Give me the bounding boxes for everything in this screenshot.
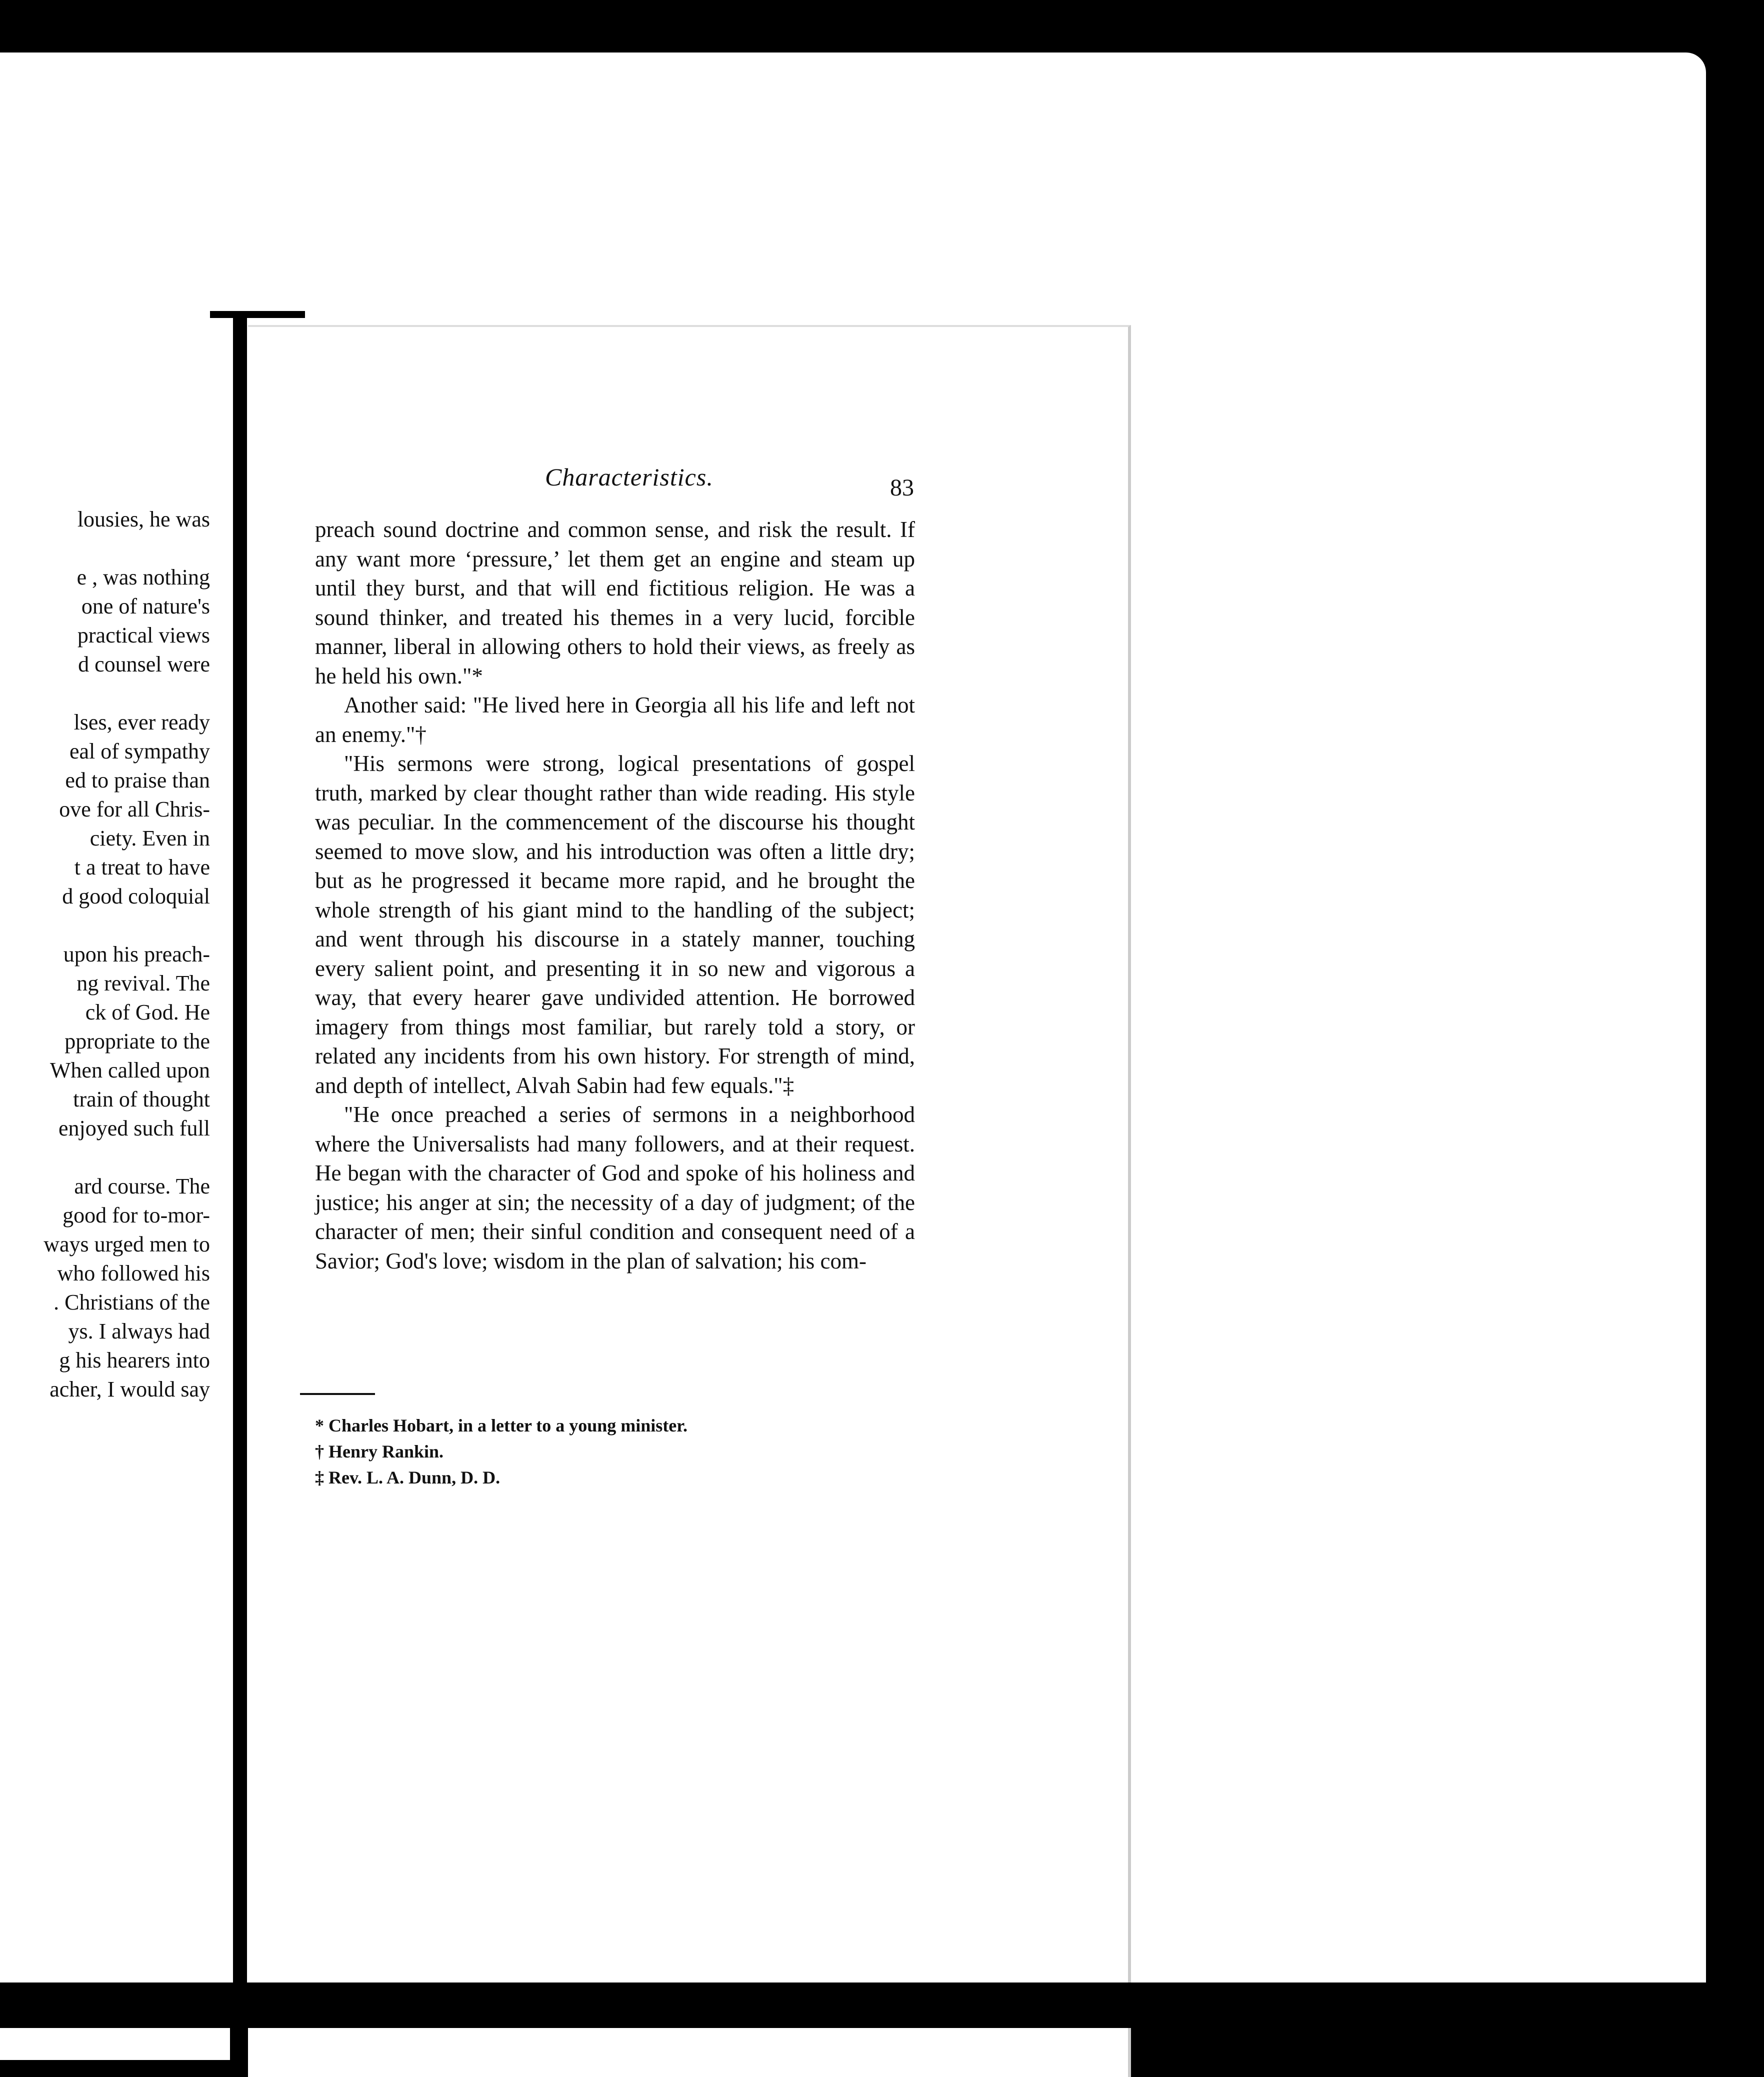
facing-line: lses, ever ready xyxy=(74,710,210,734)
scan-edge-bottom xyxy=(0,1982,1764,2028)
facing-line: practical views xyxy=(77,623,210,648)
facing-line: t a treat to have xyxy=(74,855,210,880)
facing-line: enjoyed such full xyxy=(58,1116,210,1140)
paragraph-continuation: preach sound doctrine and common sense, and risk the result. If any want more ‘pressure,’ let them get an engine and steam up until they burst, and that will end fictitious religion. He was a sound thinker, and treated his themes in a very lucid, forcible manner, liberal in allowing others to hold their views, as freely as he held his own."* xyxy=(315,517,915,688)
facing-line: good for to-mor- xyxy=(62,1203,210,1228)
paragraph: "He once preached a series of sermons in a neighborhood where the Universalists had many followers, and at their request. He began with the character of God and spoke of his holiness and justice; his anger at sin; the necessity of a day of judgment; of the character of men; their sinful condition and consequent need of a Savior; God's love; wisdom in the plan of salvation; his com- xyxy=(315,1102,915,1274)
facing-line xyxy=(0,534,210,563)
page-number: 83 xyxy=(890,474,914,501)
facing-line: . Christians of the xyxy=(54,1290,210,1314)
footnote: ‡ Rev. L. A. Dunn, D. D. xyxy=(315,1468,500,1488)
footnote: * Charles Hobart, in a letter to a young minister. xyxy=(315,1416,688,1436)
facing-line xyxy=(0,679,210,708)
facing-line: d good coloquial xyxy=(62,884,210,908)
running-head: Characteristics. xyxy=(545,463,714,491)
paragraph: "His sermons were strong, logical presentations of gospel truth, marked by clear thought rather than wide reading. His style was peculiar. In the commencement of the discourse his thought seemed to move slow, and his introduction was often a little dry; but as he progressed it became more rapid, and he brought the whole strength of his giant mind to the handling of the subject; and went through his discourse in a stately manner, touching every salient point, and presenting it in so new and vigorous a way, that every hearer gave undivided attention. He borrowed imagery from things most familiar, but rarely told a story, or related any incidents from his own history. For strength of mind, and depth of intellect, Alvah Sabin had few equals."‡ xyxy=(315,751,915,1098)
facing-line: ed to praise than xyxy=(65,768,210,792)
facing-line xyxy=(0,911,210,940)
facing-line: acher, I would say xyxy=(50,1377,210,1402)
facing-line: ng revival. The xyxy=(76,971,210,996)
facing-line: one of nature's xyxy=(81,594,210,618)
facing-line: When called upon xyxy=(50,1058,210,1082)
facing-line: ways urged men to xyxy=(44,1232,210,1256)
facing-line: ck of God. He xyxy=(85,1000,210,1024)
facing-line: train of thought xyxy=(73,1087,210,1112)
facing-line: upon his preach- xyxy=(63,942,210,966)
facing-line: ys. I always had xyxy=(68,1319,210,1344)
facing-line: eal of sympathy xyxy=(69,739,210,764)
footnote: † Henry Rankin. xyxy=(315,1442,444,1462)
book-gutter xyxy=(233,315,247,2055)
facing-page-left xyxy=(0,320,230,2060)
facing-line: ciety. Even in xyxy=(90,826,210,850)
facing-page-text xyxy=(0,505,210,1404)
body-text xyxy=(315,515,915,1276)
facing-line: ppropriate to the xyxy=(64,1029,210,1054)
footnotes xyxy=(315,1412,915,1490)
facing-line: ove for all Chris- xyxy=(59,797,210,822)
gutter-top-bar xyxy=(210,311,305,318)
facing-line xyxy=(0,1143,210,1172)
scan-edge-right xyxy=(1706,50,1764,1985)
facing-line: d counsel were xyxy=(78,652,210,676)
facing-line: ard course. The xyxy=(74,1174,210,1198)
facing-line: who followed his xyxy=(57,1261,210,1286)
facing-line: e , was nothing xyxy=(76,565,210,590)
facing-line: g his hearers into xyxy=(59,1348,210,1372)
footnote-rule xyxy=(300,1393,375,1395)
facing-line: lousies, he was xyxy=(77,507,210,532)
paragraph: Another said: "He lived here in Georgia all his life and left not an enemy."† xyxy=(315,692,915,747)
